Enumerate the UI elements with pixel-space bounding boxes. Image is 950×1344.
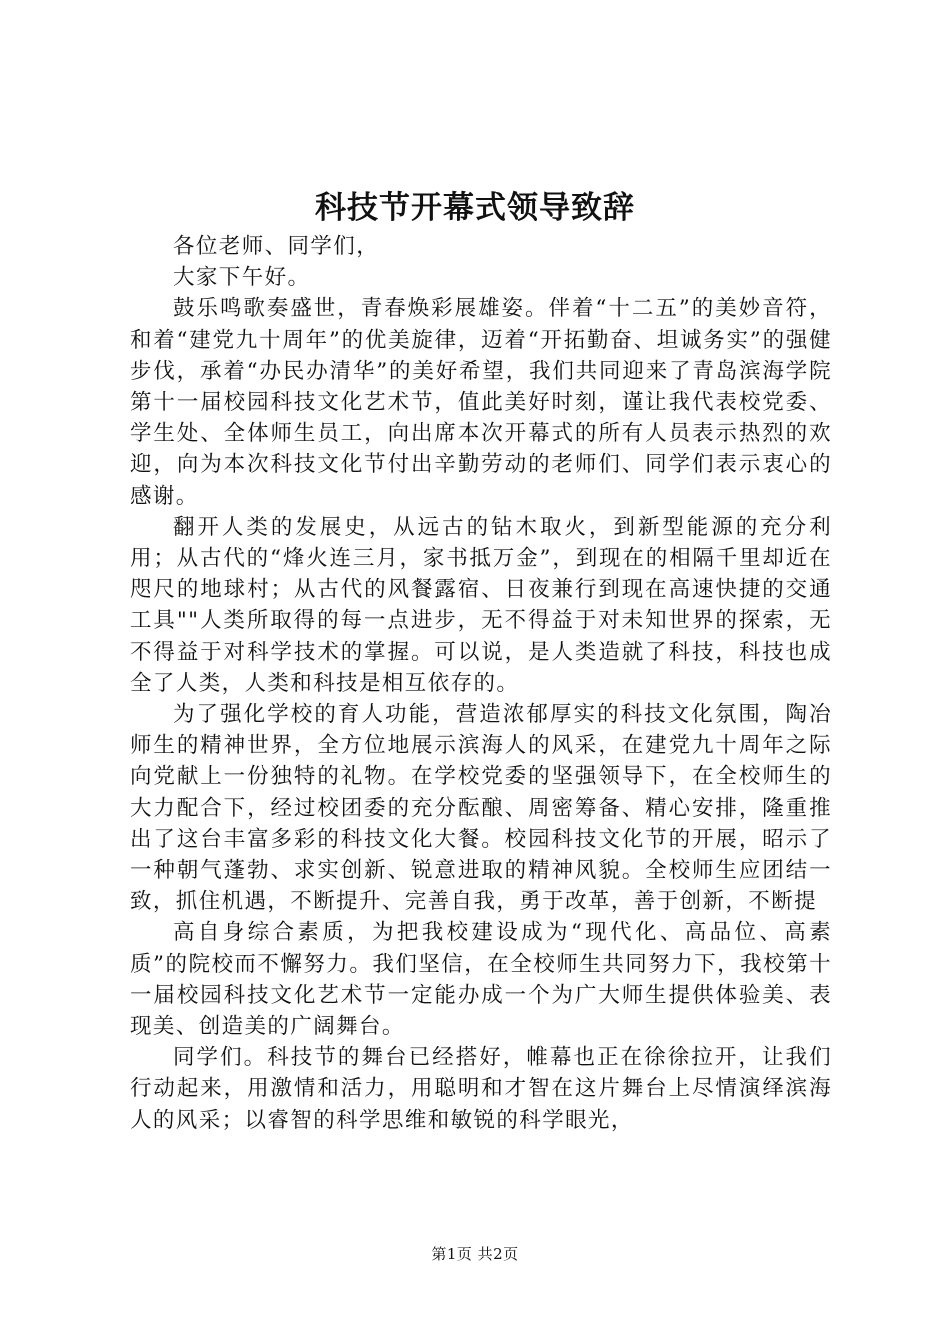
paragraph-goal: 高自身综合素质，为把我校建设成为“现代化、高品位、高素质”的院校而不懈努力。我们坚信，在全校师生共同努力下，我校第十一届校园科技文化艺术节一定能办成一个为广大师生提供体验美、表现美、创造美的广阔舞台。 [130, 920, 832, 1040]
speech-body [130, 231, 832, 1136]
paragraph-purpose: 为了强化学校的育人功能，营造浓郁厚实的科技文化氛围，陶冶师生的精神世界，全方位地展示滨海人的风采，在建党九十周年之际向党献上一份独特的礼物。在学校党委的坚强领导下，在全校师生的大力配合下，经过校团委的充分酝酿、周密筹备、精心安排，隆重推出了这台丰富多彩的科技文化大餐。校园科技文化节的开展，昭示了一种朝气蓬勃、求实创新、锐意进取的精神风貌。全校师生应团结一致，抓住机遇，不断提升、完善自我，勇于改革，善于创新，不断提 [130, 702, 832, 915]
salutation: 各位老师、同学们， [173, 234, 380, 259]
paragraph-call-to-action: 同学们。科技节的舞台已经搭好，帷幕也正在徐徐拉开，让我们行动起来，用激情和活力，用聪明和才智在这片舞台上尽情演绎滨海人的风采；以睿智的科学思维和敏锐的科学眼光， [130, 1045, 832, 1133]
paragraph-history: 翻开人类的发展史，从远古的钻木取火，到新型能源的充分利用；从古代的“烽火连三月，家书抵万金”，到现在的相隔千里却近在咫尺的地球村；从古代的风餐露宿、日夜兼行到现在高速快捷的交通工具""人类所取得的每一点进步，无不得益于对未知世界的探索，无不得益于对科学技术的掌握。可以说，是人类造就了科技，科技也成全了人类，人类和科技是相互依存的。 [130, 514, 832, 696]
page-title: 科技节开幕式领导致辞 [315, 190, 635, 226]
greeting: 大家下午好。 [173, 265, 311, 291]
page-number: 第1页 共2页 [431, 1245, 519, 1263]
paragraph-opening: 鼓乐鸣歌奏盛世，青春焕彩展雄姿。伴着“十二五”的美妙音符，和着“建党九十周年”的优美旋律，迈着“开拓勤奋、坦诚务实”的强健步伐，承着“办民办清华”的美好希望，我们共同迎来了青岛滨海学院第十一届校园科技文化艺术节，值此美好时刻，谨让我代表校党委、学生处、全体师生员工，向出席本次开幕式的所有人员表示热烈的欢迎，向为本次科技文化节付出辛勤劳动的老师们、同学们表示衷心的感谢。 [130, 296, 832, 509]
